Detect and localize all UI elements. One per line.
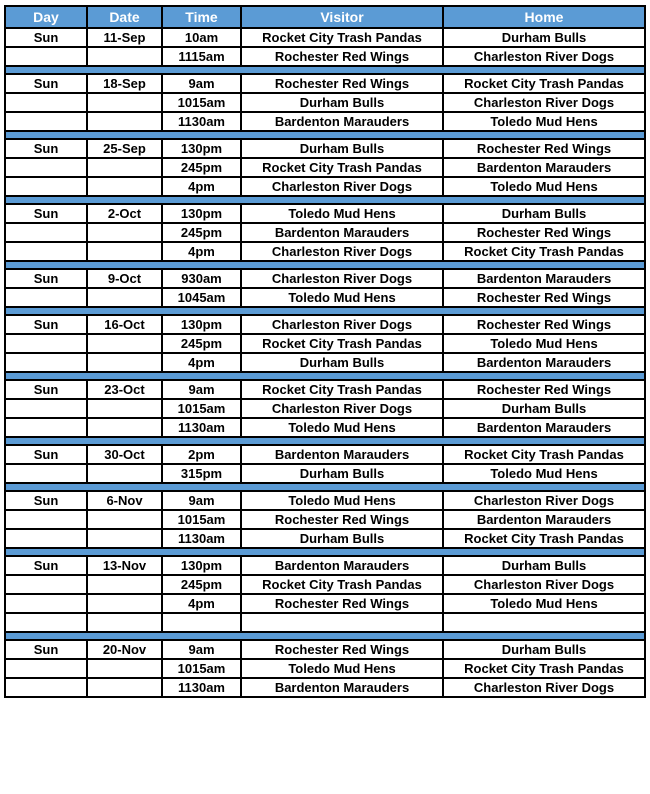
home-cell: Rochester Red Wings: [443, 315, 645, 334]
game-row: [5, 418, 645, 437]
time-cell: 1130am: [162, 678, 241, 697]
game-row: [5, 93, 645, 112]
visitor-cell: Toledo Mud Hens: [241, 204, 443, 223]
date-cell: 30-Oct: [87, 445, 162, 464]
date-cell: 9-Oct: [87, 269, 162, 288]
game-row: [5, 575, 645, 594]
date-cell: 25-Sep: [87, 139, 162, 158]
visitor-cell: Charleston River Dogs: [241, 399, 443, 418]
day-cell: [5, 418, 87, 437]
day-cell: Sun: [5, 491, 87, 510]
day-cell: [5, 575, 87, 594]
visitor-cell: Rocket City Trash Pandas: [241, 575, 443, 594]
date-cell: [87, 529, 162, 548]
game-row: [5, 380, 645, 399]
day-cell: Sun: [5, 556, 87, 575]
time-cell: 9am: [162, 380, 241, 399]
day-cell: Sun: [5, 640, 87, 659]
visitor-cell: Rocket City Trash Pandas: [241, 380, 443, 399]
header-home: Home: [443, 6, 645, 28]
day-cell: [5, 158, 87, 177]
game-row: [5, 594, 645, 613]
day-cell: [5, 242, 87, 261]
day-cell: [5, 594, 87, 613]
day-cell: [5, 353, 87, 372]
day-cell: [5, 659, 87, 678]
game-row: [5, 556, 645, 575]
day-cell: Sun: [5, 204, 87, 223]
date-cell: 23-Oct: [87, 380, 162, 399]
schedule-table: [4, 5, 646, 698]
date-cell: [87, 510, 162, 529]
time-cell: 1130am: [162, 112, 241, 131]
date-cell: 13-Nov: [87, 556, 162, 575]
time-cell: 930am: [162, 269, 241, 288]
date-cell: [87, 575, 162, 594]
home-cell: Durham Bulls: [443, 399, 645, 418]
day-cell: [5, 678, 87, 697]
date-cell: 6-Nov: [87, 491, 162, 510]
day-cell: [5, 613, 87, 632]
day-cell: [5, 464, 87, 483]
game-row: [5, 678, 645, 697]
time-cell: 1045am: [162, 288, 241, 307]
visitor-cell: Charleston River Dogs: [241, 242, 443, 261]
visitor-cell: Bardenton Marauders: [241, 112, 443, 131]
time-cell: 2pm: [162, 445, 241, 464]
week-separator-cell: [5, 131, 645, 139]
visitor-cell: Charleston River Dogs: [241, 315, 443, 334]
week-separator-cell: [5, 632, 645, 640]
week-separator-cell: [5, 437, 645, 445]
day-cell: [5, 510, 87, 529]
date-cell: 11-Sep: [87, 28, 162, 47]
time-cell: 1015am: [162, 510, 241, 529]
home-cell: Toledo Mud Hens: [443, 334, 645, 353]
visitor-cell: Toledo Mud Hens: [241, 491, 443, 510]
time-cell: 9am: [162, 491, 241, 510]
header-time: Time: [162, 6, 241, 28]
schedule-body: [5, 28, 645, 697]
day-cell: Sun: [5, 28, 87, 47]
time-cell: 4pm: [162, 594, 241, 613]
home-cell: Rochester Red Wings: [443, 380, 645, 399]
visitor-cell: Bardenton Marauders: [241, 223, 443, 242]
day-cell: Sun: [5, 139, 87, 158]
game-row: [5, 334, 645, 353]
date-cell: [87, 399, 162, 418]
home-cell: Durham Bulls: [443, 640, 645, 659]
day-cell: [5, 288, 87, 307]
day-cell: [5, 112, 87, 131]
time-cell: 130pm: [162, 139, 241, 158]
home-cell: Toledo Mud Hens: [443, 177, 645, 196]
home-cell: Toledo Mud Hens: [443, 594, 645, 613]
week-separator-cell: [5, 548, 645, 556]
date-cell: [87, 93, 162, 112]
game-row: [5, 28, 645, 47]
home-cell: Charleston River Dogs: [443, 575, 645, 594]
home-cell: Durham Bulls: [443, 28, 645, 47]
time-cell: 4pm: [162, 177, 241, 196]
visitor-cell: Durham Bulls: [241, 93, 443, 112]
time-cell: 1130am: [162, 418, 241, 437]
home-cell: Toledo Mud Hens: [443, 464, 645, 483]
visitor-cell: Rochester Red Wings: [241, 74, 443, 93]
home-cell: Rocket City Trash Pandas: [443, 529, 645, 548]
date-cell: [87, 418, 162, 437]
visitor-cell: Toledo Mud Hens: [241, 418, 443, 437]
home-cell: Durham Bulls: [443, 556, 645, 575]
visitor-cell: Rochester Red Wings: [241, 47, 443, 66]
time-cell: 9am: [162, 640, 241, 659]
home-cell: Toledo Mud Hens: [443, 112, 645, 131]
day-cell: [5, 47, 87, 66]
date-cell: 20-Nov: [87, 640, 162, 659]
date-cell: [87, 158, 162, 177]
game-row: [5, 269, 645, 288]
week-separator-cell: [5, 483, 645, 491]
home-cell: Charleston River Dogs: [443, 93, 645, 112]
visitor-cell: Durham Bulls: [241, 139, 443, 158]
time-cell: 130pm: [162, 556, 241, 575]
time-cell: 1115am: [162, 47, 241, 66]
week-separator-cell: [5, 372, 645, 380]
time-cell: [162, 613, 241, 632]
visitor-cell: Rocket City Trash Pandas: [241, 334, 443, 353]
time-cell: 1015am: [162, 93, 241, 112]
week-separator: [5, 261, 645, 269]
home-cell: Bardenton Marauders: [443, 158, 645, 177]
day-cell: Sun: [5, 445, 87, 464]
game-row: [5, 47, 645, 66]
game-row: [5, 204, 645, 223]
game-row: [5, 315, 645, 334]
time-cell: 1015am: [162, 399, 241, 418]
game-row: [5, 242, 645, 261]
week-separator-cell: [5, 261, 645, 269]
week-separator: [5, 632, 645, 640]
day-cell: [5, 223, 87, 242]
game-row: [5, 74, 645, 93]
day-cell: [5, 177, 87, 196]
home-cell: Charleston River Dogs: [443, 47, 645, 66]
visitor-cell: Charleston River Dogs: [241, 177, 443, 196]
home-cell: Bardenton Marauders: [443, 353, 645, 372]
time-cell: 245pm: [162, 334, 241, 353]
date-cell: [87, 242, 162, 261]
game-row: [5, 288, 645, 307]
date-cell: [87, 177, 162, 196]
time-cell: 130pm: [162, 315, 241, 334]
week-separator: [5, 372, 645, 380]
visitor-cell: Rochester Red Wings: [241, 510, 443, 529]
visitor-cell: Bardenton Marauders: [241, 445, 443, 464]
game-row: [5, 529, 645, 548]
date-cell: [87, 613, 162, 632]
game-row: [5, 464, 645, 483]
week-separator-cell: [5, 66, 645, 74]
visitor-cell: Toledo Mud Hens: [241, 288, 443, 307]
visitor-cell: Bardenton Marauders: [241, 678, 443, 697]
home-cell: Rocket City Trash Pandas: [443, 74, 645, 93]
header-row: [5, 6, 645, 28]
date-cell: [87, 112, 162, 131]
date-cell: [87, 334, 162, 353]
time-cell: 9am: [162, 74, 241, 93]
home-cell: Rochester Red Wings: [443, 139, 645, 158]
time-cell: 245pm: [162, 575, 241, 594]
visitor-cell: Durham Bulls: [241, 464, 443, 483]
day-cell: [5, 399, 87, 418]
home-cell: Durham Bulls: [443, 204, 645, 223]
date-cell: [87, 353, 162, 372]
header-date: Date: [87, 6, 162, 28]
game-row: [5, 139, 645, 158]
week-separator: [5, 66, 645, 74]
date-cell: [87, 464, 162, 483]
visitor-cell: Charleston River Dogs: [241, 269, 443, 288]
week-separator: [5, 307, 645, 315]
time-cell: 1130am: [162, 529, 241, 548]
date-cell: [87, 678, 162, 697]
visitor-cell: Bardenton Marauders: [241, 556, 443, 575]
home-cell: Bardenton Marauders: [443, 510, 645, 529]
visitor-cell: Rochester Red Wings: [241, 594, 443, 613]
time-cell: 245pm: [162, 223, 241, 242]
home-cell: [443, 613, 645, 632]
visitor-cell: [241, 613, 443, 632]
date-cell: [87, 47, 162, 66]
home-cell: Charleston River Dogs: [443, 678, 645, 697]
date-cell: 16-Oct: [87, 315, 162, 334]
home-cell: Bardenton Marauders: [443, 418, 645, 437]
game-row: [5, 112, 645, 131]
week-separator: [5, 196, 645, 204]
game-row: [5, 158, 645, 177]
time-cell: 4pm: [162, 353, 241, 372]
date-cell: 2-Oct: [87, 204, 162, 223]
home-cell: Rochester Red Wings: [443, 288, 645, 307]
week-separator: [5, 437, 645, 445]
game-row: [5, 640, 645, 659]
date-cell: [87, 659, 162, 678]
header-day: Day: [5, 6, 87, 28]
day-cell: [5, 529, 87, 548]
home-cell: Rocket City Trash Pandas: [443, 445, 645, 464]
date-cell: [87, 594, 162, 613]
date-cell: [87, 288, 162, 307]
game-row: [5, 445, 645, 464]
game-row: [5, 510, 645, 529]
visitor-cell: Durham Bulls: [241, 353, 443, 372]
game-row: [5, 659, 645, 678]
game-row: [5, 223, 645, 242]
date-cell: [87, 223, 162, 242]
day-cell: [5, 93, 87, 112]
day-cell: [5, 334, 87, 353]
time-cell: 4pm: [162, 242, 241, 261]
week-separator-cell: [5, 196, 645, 204]
day-cell: Sun: [5, 74, 87, 93]
game-row: [5, 353, 645, 372]
week-separator-cell: [5, 307, 645, 315]
day-cell: Sun: [5, 269, 87, 288]
date-cell: 18-Sep: [87, 74, 162, 93]
visitor-cell: Rochester Red Wings: [241, 640, 443, 659]
week-separator: [5, 548, 645, 556]
time-cell: 1015am: [162, 659, 241, 678]
time-cell: 315pm: [162, 464, 241, 483]
visitor-cell: Toledo Mud Hens: [241, 659, 443, 678]
home-cell: Rochester Red Wings: [443, 223, 645, 242]
home-cell: Bardenton Marauders: [443, 269, 645, 288]
header-visitor: Visitor: [241, 6, 443, 28]
week-separator: [5, 131, 645, 139]
visitor-cell: Rocket City Trash Pandas: [241, 28, 443, 47]
time-cell: 130pm: [162, 204, 241, 223]
home-cell: Rocket City Trash Pandas: [443, 659, 645, 678]
day-cell: Sun: [5, 380, 87, 399]
game-row: [5, 613, 645, 632]
time-cell: 10am: [162, 28, 241, 47]
week-separator: [5, 483, 645, 491]
visitor-cell: Durham Bulls: [241, 529, 443, 548]
day-cell: Sun: [5, 315, 87, 334]
visitor-cell: Rocket City Trash Pandas: [241, 158, 443, 177]
game-row: [5, 177, 645, 196]
game-row: [5, 491, 645, 510]
home-cell: Rocket City Trash Pandas: [443, 242, 645, 261]
time-cell: 245pm: [162, 158, 241, 177]
game-row: [5, 399, 645, 418]
home-cell: Charleston River Dogs: [443, 491, 645, 510]
